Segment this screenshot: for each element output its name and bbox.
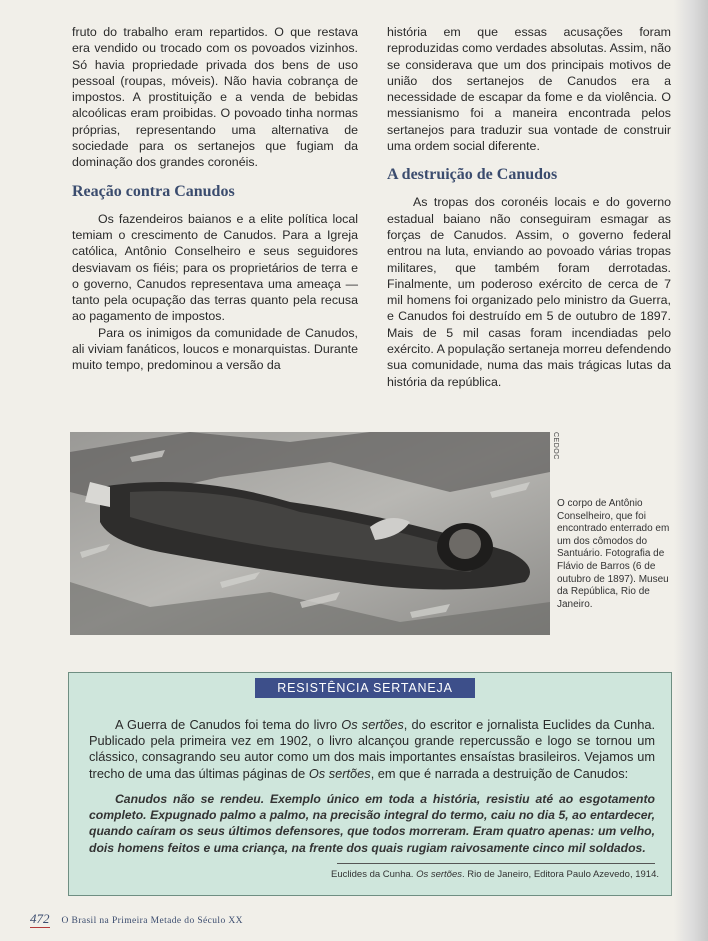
right-paragraph-1: história em que essas acusações foram reproduzidas como verdades absolutas. Assim, não se considerava que um dos principais motivos de união dos sertanejos de Canudos era a necessidade de escapar da fome e da violência. O messianismo foi a maneira encontrada pelos sertanejos para traduzir sua vontade de construir uma ordem social diferente. (387, 25, 671, 154)
running-title: O Brasil na Primeira Metade do Século XX (61, 916, 243, 926)
historical-photo (70, 432, 550, 635)
photo-credit: CEDOC (552, 432, 559, 460)
page-number: 472 (30, 911, 50, 926)
left-paragraph-2: Os fazendeiros baianos e a elite política local temiam o crescimento de Canudos. Para a Igreja católica, Antônio Conselheiro e seus seguidores desviavam os fiéis; para os proprietários de terra e o governo, Canudos representava uma ameaça — tanto pela ocupação das terras quanto pela recusa ao pagamento de impostos. (72, 211, 358, 324)
right-paragraph-2: As tropas dos coronéis locais e do governo estadual baiano não conseguiram esmagar as forças de Canudos. Assim, o governo federal entrou na luta, enviando ao povoado várias tropas militares, que também foram derrotadas. Finalmente, um poderoso exército de cerca de 7 mil homens foi organizado pelo ministro da Guerra, e Canudos foi destruído em 5 de outubro de 1897. Mais de 5 mil casas foram incendiadas pelo exército. A população sertaneja morreu defendendo sua comunidade, numa das mais trágicas lutas da história da república. (387, 195, 671, 389)
box-source: Euclides da Cunha. Os sertões. Rio de Janeiro, Editora Paulo Azevedo, 1914. (331, 869, 659, 880)
photo-caption: O corpo de Antônio Conselheiro, que foi encontrado enterrado em um dos cômodos do Santuário. Fotografia de Flávio de Barros (6 de outubro de 1897). Museu da República, Rio de Janeiro. (557, 498, 670, 610)
source-divider (337, 863, 655, 864)
section-heading-destruicao: A destruição de Canudos (387, 166, 558, 184)
page-footer (30, 910, 243, 930)
box-quote: Canudos não se rendeu. Exemplo único em toda a história, resistiu até ao esgotamento completo. Expugnado palmo a palmo, na precisão integral do termo, caiu no dia 5, ao entardecer, quando caíram os seus últimos defensores, que todos morreram. Eram quatro apenas: um velho, dois homens feitos e uma criança, na frente dos quais rugiam raivosamente cinco mil soldados. (89, 792, 655, 855)
page-edge-shadow (674, 0, 708, 941)
left-paragraph-1: fruto do trabalho eram repartidos. O que restava era vendido ou trocado com os povoados vizinhos. Só havia propriedade privada dos bens de uso pessoal (roupas, móveis). Não havia cobrança de impostos. A prostituição e a venda de bebidas alcoólicas eram proibidas. O povoado tinha normas próprias, representando uma alternativa de sociedade para os sertanejos que fugiam da dominação dos grandes coronéis. (72, 25, 358, 170)
box-intro: A Guerra de Canudos foi tema do livro Os sertões, do escritor e jornalista Euclides da Cunha. Publicado pela primeira vez em 1902, o livro alcançou grande repercussão e logo se tornou um clássico, consagrando seu autor como um dos mais importantes ensaístas brasileiros. Vejamos um trecho de uma das últimas páginas de Os sertões, em que é narrada a destruição de Canudos: (89, 717, 656, 781)
right-column (387, 24, 671, 390)
left-paragraph-3: Para os inimigos da comunidade de Canudos, ali viviam fanáticos, loucos e monarquistas. Durante muito tempo, predominou a versão da (72, 325, 358, 373)
sidebar-box-resistencia (68, 672, 672, 896)
photo-illustration (70, 432, 550, 635)
left-column (72, 24, 358, 374)
book-title: Os sertões (341, 717, 404, 732)
section-heading-reacao: Reação contra Canudos (72, 182, 235, 200)
book-title: Os sertões (308, 765, 371, 781)
box-title: RESISTÊNCIA SERTANEJA (255, 678, 475, 698)
